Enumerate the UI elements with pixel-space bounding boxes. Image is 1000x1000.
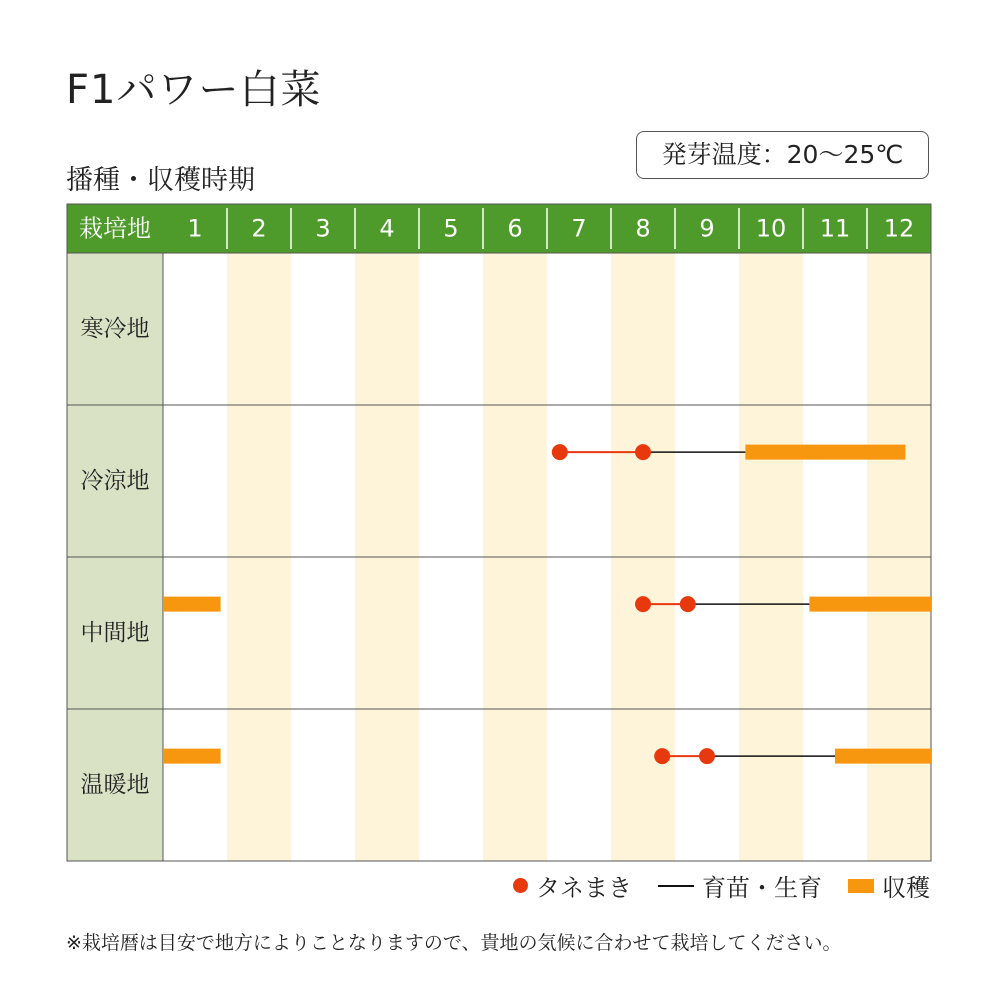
- harvest-bar: [835, 749, 931, 764]
- sowing-start-point: [654, 748, 670, 764]
- chart-legend: [487, 868, 930, 903]
- legend-sowing: [513, 868, 632, 903]
- month-label-2: 2: [251, 214, 267, 243]
- legend-sowing-dot-icon: [513, 878, 528, 893]
- footnote: ※栽培暦は目安で地方によりことなりますので、貴地の気候に合わせて栽培してください。: [66, 932, 842, 954]
- harvest-bar: [163, 597, 221, 612]
- header-region-label: 栽培地: [79, 214, 151, 243]
- legend-growing-line-icon: [658, 885, 694, 887]
- legend-growing-label: 育苗・生育: [702, 874, 822, 902]
- sowing-end-point: [635, 444, 651, 460]
- month-label-6: 6: [507, 214, 523, 243]
- germination-temp-badge: 発芽温度：20〜25℃: [636, 131, 929, 179]
- legend-harvest-label: 収穫: [882, 874, 930, 902]
- sowing-start-point: [635, 596, 651, 612]
- legend-sowing-label: タネまき: [536, 874, 632, 902]
- month-label-3: 3: [315, 214, 331, 243]
- month-label-9: 9: [699, 214, 715, 243]
- region-label: 冷涼地: [80, 468, 150, 494]
- harvest-bar: [809, 597, 931, 612]
- month-label-11: 11: [819, 214, 851, 243]
- month-label-12: 12: [883, 214, 915, 243]
- month-label-10: 10: [755, 214, 787, 243]
- harvest-bar: [745, 445, 905, 460]
- legend-harvest-bar-icon: [848, 879, 874, 893]
- sowing-start-point: [552, 444, 568, 460]
- chart-subtitle: 播種・収穫時期: [66, 165, 255, 196]
- region-label: 寒冷地: [80, 316, 150, 342]
- sowing-end-point: [699, 748, 715, 764]
- month-label-4: 4: [379, 214, 395, 243]
- legend-harvest: [848, 868, 930, 903]
- month-label-5: 5: [443, 214, 459, 243]
- harvest-bar: [163, 749, 221, 764]
- month-label-7: 7: [571, 214, 587, 243]
- region-label: 温暖地: [80, 772, 150, 798]
- sowing-end-point: [680, 596, 696, 612]
- region-label: 中間地: [80, 620, 150, 646]
- month-label-8: 8: [635, 214, 651, 243]
- month-label-1: 1: [187, 214, 203, 243]
- legend-growing: [658, 868, 822, 903]
- page-title: F1パワー白菜: [66, 67, 322, 113]
